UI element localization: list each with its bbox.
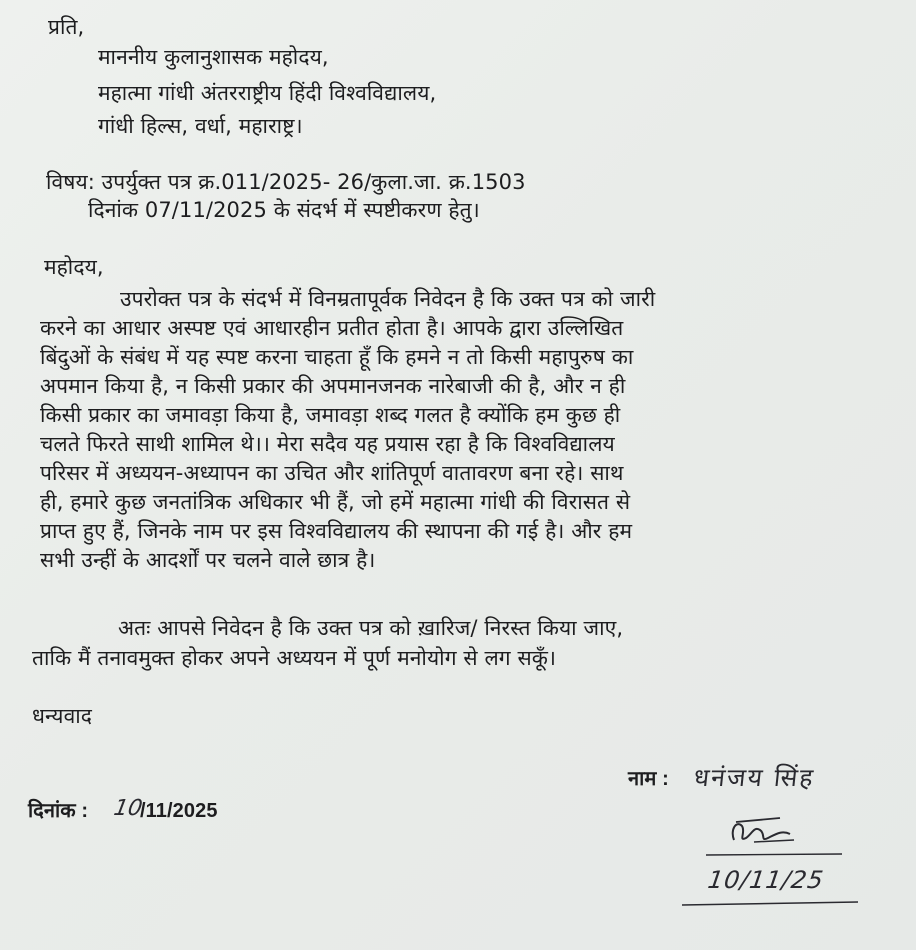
body-line: उपरोक्त पत्र के संदर्भ में विनम्रतापूर्वक निवेदन है कि उक्त पत्र को जारी (120, 287, 656, 311)
recipient-line-2: महात्मा गांधी अंतरराष्ट्रीय हिंदी विश्वविद्यालय, (98, 81, 437, 105)
body-line: बिंदुओं के संबंध में यह स्पष्ट करना चाहता हूँ कि हमने न तो किसी महापुरुष का (40, 345, 634, 369)
body-line: परिसर में अध्ययन-अध्यापन का उचित और शांतिपूर्ण वातावरण बना रहे। साथ (40, 461, 624, 485)
recipient-line-1: माननीय कुलानुशासक महोदय, (98, 45, 329, 69)
signature-date: 10/11/25 (706, 866, 826, 894)
body-line: अपमान किया है, न किसी प्रकार की अपमानजनक नारेबाजी की है, और न ही (40, 374, 626, 398)
closing: धन्यवाद (32, 704, 93, 728)
salutation-to: प्रति, (48, 15, 85, 39)
date-label: दिनांक : (28, 800, 89, 822)
name-label: नाम : (628, 768, 669, 790)
signature-mark (720, 812, 810, 852)
body-line: किसी प्रकार का जमावड़ा किया है, जमावड़ा शब्द गलत है क्योंकि हम कुछ ही (40, 403, 621, 427)
body-line: प्राप्त हुए हैं, जिनके नाम पर इस विश्वविद्यालय की स्थापना की गई है। और हम (40, 519, 633, 543)
handwritten-name: धनंजय सिंह (692, 763, 817, 792)
body-line: करने का आधार अस्पष्ट एवं आधारहीन प्रतीत होता है। आपके द्वारा उल्लिखित (40, 316, 624, 340)
body-line: चलते फिरते साथी शामिल थे।। मेरा सदैव यह प्रयास रहा है कि विश्वविद्यालय (40, 432, 615, 456)
body-line: सभी उन्हीं के आदर्शों पर चलने वाले छात्र है। (40, 548, 376, 572)
body-line: ही, हमारे कुछ जनतांत्रिक अधिकार भी हैं, जो हमें महात्मा गांधी की विरासत से (40, 490, 631, 514)
greeting: महोदय, (44, 255, 104, 279)
handwritten-date-day: 10 (111, 796, 145, 821)
body-line: ताकि मैं तनावमुक्त होकर अपने अध्ययन में पूर्ण मनोयोग से लग सकूँ। (32, 646, 557, 670)
signature-date-underline (682, 900, 862, 908)
date-printed: /11/2025 (140, 800, 218, 822)
body-line: अतः आपसे निवेदन है कि उक्त पत्र को ख़ारिज/ निरस्त किया जाए, (118, 616, 624, 640)
subject-line-2: दिनांक 07/11/2025 के संदर्भ में स्पष्टीकरण हेतु। (88, 198, 480, 222)
recipient-line-3: गांधी हिल्स, वर्धा, महाराष्ट्र। (98, 114, 303, 138)
subject-line-1: विषय: उपर्युक्त पत्र क्र.011/2025- 26/कुला.जा. क्र.1503 (46, 170, 526, 194)
signature-underline (706, 852, 846, 858)
